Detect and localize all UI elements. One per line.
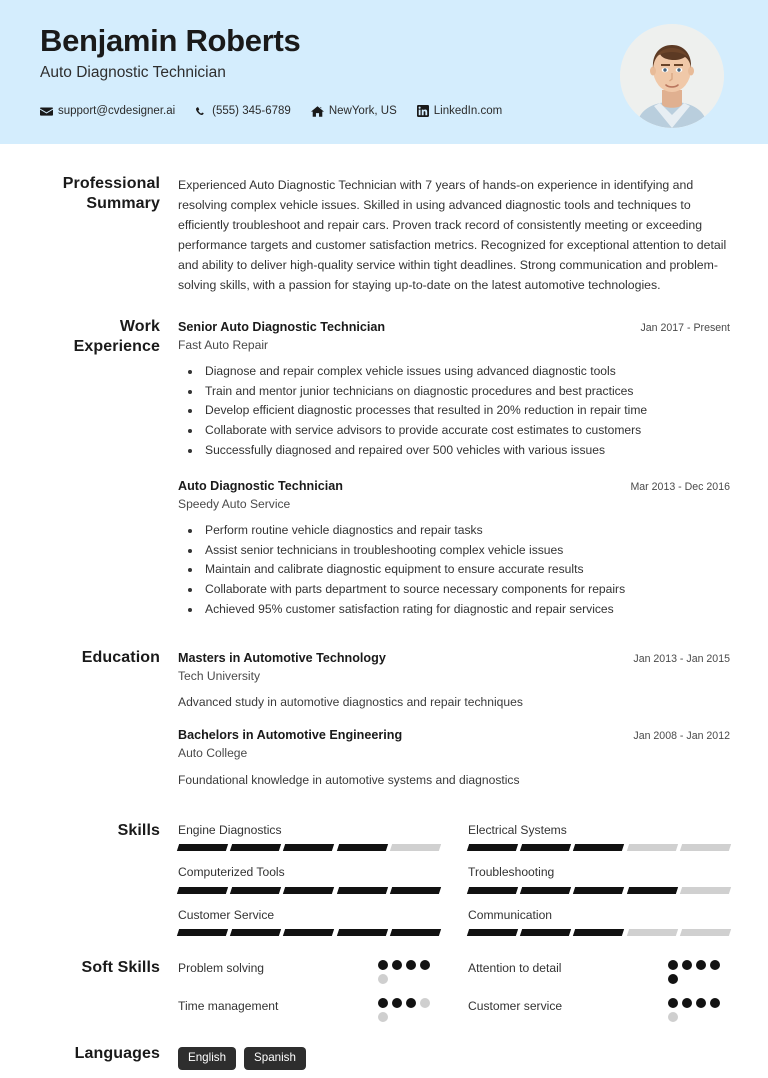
rating-dot — [682, 998, 692, 1008]
rating-dot — [682, 960, 692, 970]
rating-dot — [668, 1012, 678, 1022]
linkedin-icon — [417, 105, 429, 117]
section-label-summary: Professional Summary — [62, 175, 160, 212]
contact-location-text: NewYork, US — [328, 105, 397, 118]
rating-dot — [406, 998, 416, 1008]
experience-title: Auto Diagnostic Technician — [178, 479, 343, 494]
education-org: Auto College — [178, 746, 248, 761]
soft-skill-item — [178, 998, 440, 1022]
skill-bar-segment — [467, 844, 518, 851]
skill-bar-segment — [177, 887, 228, 894]
skill-name: Electrical Systems — [468, 822, 567, 837]
education-date: Jan 2008 - Jan 2012 — [633, 730, 730, 743]
soft-skills-grid — [178, 960, 730, 1022]
experience-entry — [178, 478, 730, 619]
phone-icon — [195, 105, 207, 118]
rating-dot — [696, 998, 706, 1008]
skill-item — [468, 865, 730, 894]
avatar — [620, 24, 724, 128]
envelope-icon — [40, 105, 53, 118]
skill-bar-segment — [573, 844, 624, 851]
candidate-job-title: Auto Diagnostic Technician — [40, 64, 226, 82]
section-label-experience: Work Experience — [73, 318, 160, 356]
list-item: • Achieved 95% customer satisfaction rating for diagnostic and repair services — [202, 600, 730, 620]
skill-bar-segment — [390, 844, 441, 851]
summary-text: Experienced Auto Diagnostic Technician with 7 years of hands-on experience in identifying and resolving complex vehicle issues. Skilled in using advanced diagnostic tools and techniques to efficiently troubleshoot and repair cars. Proven track record of consistently meeting or exceeding performance targets and customer satisfaction metrics. Recognized for exceptional attention to detail and ability to deliver high-quality service within tight deadlines. Strong communication and problem-solving skills, with a passion for staying up-to-date on the latest automotive technologies. — [178, 178, 727, 292]
soft-skill-rating-dots — [668, 960, 730, 984]
skill-name: Engine Diagnostics — [178, 822, 282, 837]
rating-dot — [378, 998, 388, 1008]
skill-bar-segment — [626, 929, 677, 936]
skill-bar-segment — [573, 929, 624, 936]
section-soft-skills — [38, 958, 730, 1022]
skill-name: Customer Service — [178, 907, 275, 922]
rating-dot — [668, 974, 678, 984]
home-icon — [311, 105, 324, 118]
skill-bar-segment — [336, 844, 387, 851]
skill-bar-segment — [680, 929, 731, 936]
skill-level-bar — [178, 844, 440, 851]
rating-dot — [710, 960, 720, 970]
skill-bar-segment — [283, 844, 334, 851]
rating-dot — [420, 998, 430, 1008]
experience-date: Jan 2017 - Present — [640, 322, 730, 335]
skill-bar-segment — [390, 887, 441, 894]
section-work-experience — [38, 317, 730, 627]
education-date: Jan 2013 - Jan 2015 — [633, 652, 730, 665]
skill-bar-segment — [390, 929, 441, 936]
skill-name: Computerized Tools — [178, 865, 285, 880]
contact-location[interactable] — [311, 105, 397, 118]
soft-skill-name: Problem solving — [178, 961, 265, 976]
skill-name: Communication — [468, 907, 553, 922]
experience-title: Senior Auto Diagnostic Technician — [178, 320, 386, 335]
soft-skill-name: Customer service — [468, 999, 563, 1014]
skill-level-bar — [468, 929, 730, 936]
languages-chip-row — [178, 1046, 730, 1070]
skill-bar-segment — [230, 929, 281, 936]
list-item: • Assist senior technicians in troubleshooting complex vehicle issues — [202, 541, 730, 561]
soft-skill-name: Time management — [178, 999, 279, 1014]
skill-level-bar — [468, 887, 730, 894]
experience-bullets — [178, 521, 730, 620]
soft-skill-rating-dots — [378, 960, 440, 984]
education-description: Foundational knowledge in automotive systems and diagnostics — [178, 772, 520, 787]
section-professional-summary — [38, 174, 730, 295]
resume-header — [0, 0, 768, 144]
experience-entry — [178, 319, 730, 460]
skill-bar-segment — [230, 887, 281, 894]
list-item: • Train and mentor junior technicians on diagnostic procedures and best practices — [202, 382, 730, 402]
soft-skill-rating-dots — [378, 998, 440, 1022]
skill-level-bar — [468, 844, 730, 851]
contact-linkedin[interactable] — [417, 105, 502, 117]
soft-skill-item — [178, 960, 440, 984]
skill-item — [178, 908, 440, 937]
skill-bar-segment — [467, 929, 518, 936]
education-entry — [178, 727, 730, 789]
experience-org: Fast Auto Repair — [178, 338, 269, 353]
skill-bar-segment — [467, 887, 518, 894]
list-item: • Diagnose and repair complex vehicle issues using advanced diagnostic tools — [202, 362, 730, 382]
list-item: • Successfully diagnosed and repaired over 500 vehicles with various issues — [202, 441, 730, 461]
skill-bar-segment — [283, 887, 334, 894]
list-item: • Perform routine vehicle diagnostics and repair tasks — [202, 521, 730, 541]
experience-date: Mar 2013 - Dec 2016 — [630, 481, 730, 494]
contact-linkedin-text: LinkedIn.com — [433, 105, 503, 118]
rating-dot — [392, 998, 402, 1008]
skill-bar-segment — [626, 887, 677, 894]
skill-bar-segment — [680, 887, 731, 894]
skill-bar-segment — [573, 887, 624, 894]
section-label-education: Education — [81, 648, 160, 666]
experience-bullets — [178, 362, 730, 461]
education-org: Tech University — [178, 668, 260, 683]
section-label-skills: Skills — [117, 821, 160, 839]
soft-skill-item — [468, 960, 730, 984]
skill-level-bar — [178, 887, 440, 894]
section-label-soft-skills: Soft Skills — [81, 959, 160, 977]
rating-dot — [406, 960, 416, 970]
section-languages — [38, 1044, 730, 1070]
rating-dot — [668, 960, 678, 970]
soft-skill-rating-dots — [668, 998, 730, 1022]
skill-item — [468, 823, 730, 852]
soft-skill-name: Attention to detail — [468, 961, 562, 976]
rating-dot — [420, 960, 430, 970]
soft-skill-item — [468, 998, 730, 1022]
skill-bar-segment — [230, 844, 281, 851]
contact-email-text: support@cvdesigner.ai — [58, 105, 176, 118]
section-label-languages: Languages — [74, 1045, 160, 1063]
education-description: Advanced study in automotive diagnostics and repair techniques — [178, 695, 523, 710]
skills-grid — [178, 823, 730, 937]
rating-dot — [378, 960, 388, 970]
rating-dot — [710, 998, 720, 1008]
skill-name: Troubleshooting — [468, 865, 555, 880]
section-skills — [38, 821, 730, 937]
skill-bar-segment — [177, 844, 228, 851]
header-identity-block — [40, 22, 502, 118]
list-item: • Maintain and calibrate diagnostic equipment to ensure accurate results — [202, 560, 730, 580]
contact-phone-text: (555) 345-6789 — [212, 105, 291, 118]
rating-dot — [378, 974, 388, 984]
contact-phone[interactable] — [195, 105, 291, 118]
list-item: • Develop efficient diagnostic processes that resulted in 20% reduction in repair time — [202, 401, 730, 421]
skill-bar-segment — [520, 929, 571, 936]
contact-list — [40, 105, 502, 118]
skill-bar-segment — [336, 929, 387, 936]
education-title: Masters in Automotive Technology — [178, 650, 386, 665]
section-education — [38, 648, 730, 797]
language-chip[interactable]: English — [178, 1047, 236, 1070]
rating-dot — [696, 960, 706, 970]
skill-level-bar — [178, 929, 440, 936]
skill-bar-segment — [177, 929, 228, 936]
resume-body — [0, 144, 768, 1070]
list-item: • Collaborate with parts department to source necessary components for repairs — [202, 580, 730, 600]
education-entry — [178, 650, 730, 712]
skill-item — [468, 908, 730, 937]
list-item: • Collaborate with service advisors to provide accurate cost estimates to customers — [202, 421, 730, 441]
candidate-name: Benjamin Roberts — [40, 23, 301, 58]
skill-bar-segment — [520, 887, 571, 894]
rating-dot — [378, 1012, 388, 1022]
skill-bar-segment — [680, 844, 731, 851]
rating-dot — [668, 998, 678, 1008]
skill-bar-segment — [336, 887, 387, 894]
skill-item — [178, 865, 440, 894]
language-chip[interactable]: Spanish — [244, 1047, 306, 1070]
skill-bar-segment — [626, 844, 677, 851]
skill-bar-segment — [520, 844, 571, 851]
contact-email[interactable] — [40, 105, 175, 118]
skill-item — [178, 823, 440, 852]
skill-bar-segment — [283, 929, 334, 936]
rating-dot — [392, 960, 402, 970]
education-title: Bachelors in Automotive Engineering — [178, 728, 403, 743]
experience-org: Speedy Auto Service — [178, 497, 291, 512]
